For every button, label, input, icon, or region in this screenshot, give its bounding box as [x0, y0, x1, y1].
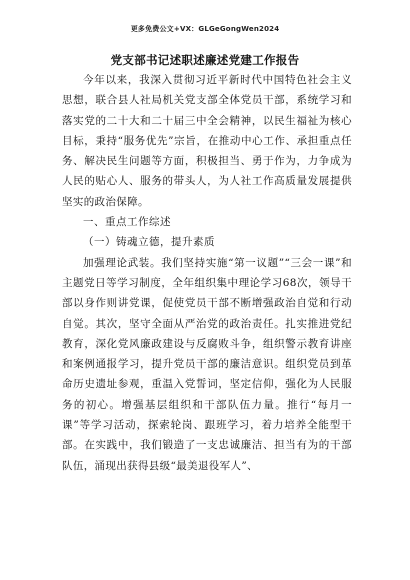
document-body — [62, 70, 352, 476]
header-note: 更多免费公文+VX：GLGeGongWen2024 — [130, 25, 280, 33]
section-heading: 一、重点工作综述 — [83, 216, 171, 229]
body-paragraph: 加强理论武装。我们坚持实施“第一议题”“三会一课”和主题党日等学习制度，全年组织集中理论学习68次，领导干部以身作则讲党课，促使党员干部不断增强政治自觉和行动自觉。其次，坚守全面从严治党的政治责任。扎实推进党纪教育，深化党风廉政建设与反腐败斗争，组织警示教育讲座和案例通报学习，提升党员干部的廉洁意识。组织党员到革命历史遗址参观，重温入党誓词，坚定信仰，强化为人民服务的初心。增强基层组织和干部队伍力量。推行“每月一课”等学习活动，探索轮岗、跟班学习，着力培养全能型干部。在实践中，我们锻造了一支忠诚廉洁、担当有为的干部队伍，涌现出获得县级“最美退役军人”、 — [62, 256, 352, 472]
document-title: 党支部书记述职述廉述党建工作报告 — [110, 53, 300, 67]
subsection-heading: （一）铸魂立德，提升素质 — [83, 236, 215, 249]
intro-paragraph: 今年以来，我深入贯彻习近平新时代中国特色社会主义思想，联合县人社局机关党支部全体党员干部，系统学习和落实党的二十大和二十届三中全会精神，以民生福祉为核心目标，秉持“服务优先”宗旨，在推动中心工作、承担重点任务、解决民生问题等方面，积极担当、勇于作为，力争成为人民的贴心人、服务的带头人，为人社工作高质量发展提供坚实的政治保障。 — [62, 74, 352, 208]
